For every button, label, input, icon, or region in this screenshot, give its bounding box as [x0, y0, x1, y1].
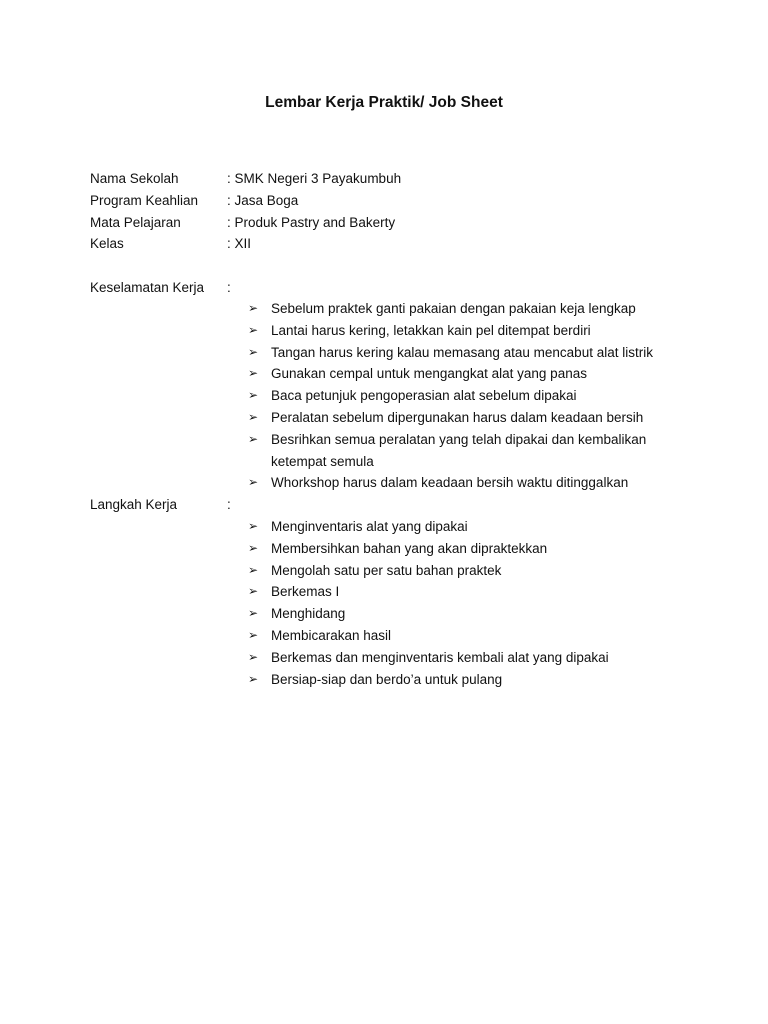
list-item [248, 298, 653, 320]
list-item-text: Membicarakan hasil [271, 627, 392, 643]
arrow-bullet-icon: ➢ [248, 540, 259, 555]
section-label: Keselamatan Kerja [90, 280, 205, 295]
arrow-bullet-icon: ➢ [248, 366, 259, 381]
list-item-text: Lantai harus kering, letakkan kain pel ditempat berdiri [271, 322, 591, 338]
section-colon: : [227, 280, 231, 295]
info-label: Mata Pelajaran [90, 215, 181, 230]
list-item-text: Gunakan cempal untuk mengangkat alat yang panas [271, 366, 587, 382]
list-item-text: Tangan harus kering kalau memasang atau mencabut alat listrik [271, 344, 653, 360]
section-label: Langkah Kerja [90, 497, 178, 512]
info-row-school [90, 168, 401, 190]
list-item [248, 429, 653, 473]
info-value: : SMK Negeri 3 Payakumbuh [227, 171, 402, 186]
arrow-bullet-icon: ➢ [248, 519, 259, 533]
list-item-text: Sebelum praktek ganti pakaian dengan pakaian keja lengkap [271, 301, 636, 316]
info-label: Program Keahlian [90, 193, 199, 208]
list-item-text: Bersiap-siap dan berdo’a untuk pulang [271, 671, 503, 687]
info-row-class [90, 233, 251, 255]
list-item-text: Menghidang [271, 606, 346, 622]
arrow-bullet-icon: ➢ [248, 301, 259, 315]
list-item-text: Membersihkan bahan yang akan dipraktekkan [271, 540, 548, 556]
arrow-bullet-icon: ➢ [248, 649, 259, 664]
list-item [248, 538, 609, 560]
arrow-bullet-icon: ➢ [248, 562, 259, 577]
section-colon: : [227, 497, 231, 512]
arrow-bullet-icon: ➢ [248, 584, 259, 599]
list-item-text: Mengolah satu per satu bahan praktek [271, 562, 502, 578]
list-item [248, 320, 653, 342]
list-item-text: Menginventaris alat yang dipakai [271, 519, 468, 534]
info-label: Nama Sekolah [90, 171, 179, 186]
arrow-bullet-icon: ➢ [248, 388, 259, 403]
list-item [248, 407, 653, 429]
info-row-subject [90, 212, 395, 234]
info-value: : Jasa Boga [227, 193, 299, 208]
list-item [248, 647, 609, 669]
list-item-text: Whorkshop harus dalam keadaan bersih waktu ditinggalkan [271, 475, 629, 491]
arrow-bullet-icon: ➢ [248, 344, 259, 359]
list-item [248, 472, 653, 494]
info-value: : XII [227, 236, 252, 251]
list-item [248, 669, 609, 691]
arrow-bullet-icon: ➢ [248, 322, 259, 337]
arrow-bullet-icon: ➢ [248, 606, 259, 621]
safety-heading [90, 277, 231, 299]
safety-list [248, 298, 653, 494]
list-item-text: Peralatan sebelum dipergunakan harus dalam keadaan bersih [271, 409, 644, 425]
list-item-text: Besrihkan semua peralatan yang telah dipakai dan kembalikan [271, 431, 647, 447]
list-item-text: Baca petunjuk pengoperasian alat sebelum dipakai [271, 388, 577, 404]
arrow-bullet-icon: ➢ [248, 475, 259, 490]
info-value: : Produk Pastry and Bakerty [227, 215, 396, 230]
list-item [248, 581, 609, 603]
list-item [248, 625, 609, 647]
arrow-bullet-icon: ➢ [248, 627, 259, 642]
list-item [248, 516, 609, 538]
list-item-continuation: ketempat semula [271, 453, 374, 469]
page-title: Lembar Kerja Praktik/ Job Sheet [265, 94, 503, 111]
list-item-text: Berkemas dan menginventaris kembali alat yang dipakai [271, 649, 609, 665]
info-label: Kelas [90, 236, 124, 251]
list-item [248, 363, 653, 385]
arrow-bullet-icon: ➢ [248, 431, 259, 446]
list-item-text: Berkemas I [271, 584, 340, 600]
list-item [248, 385, 653, 407]
list-item [248, 560, 609, 582]
steps-list [248, 516, 609, 690]
info-row-program [90, 190, 298, 212]
steps-heading [90, 494, 231, 516]
arrow-bullet-icon: ➢ [248, 671, 259, 686]
list-item [248, 603, 609, 625]
arrow-bullet-icon: ➢ [248, 409, 259, 424]
list-item [248, 342, 653, 364]
